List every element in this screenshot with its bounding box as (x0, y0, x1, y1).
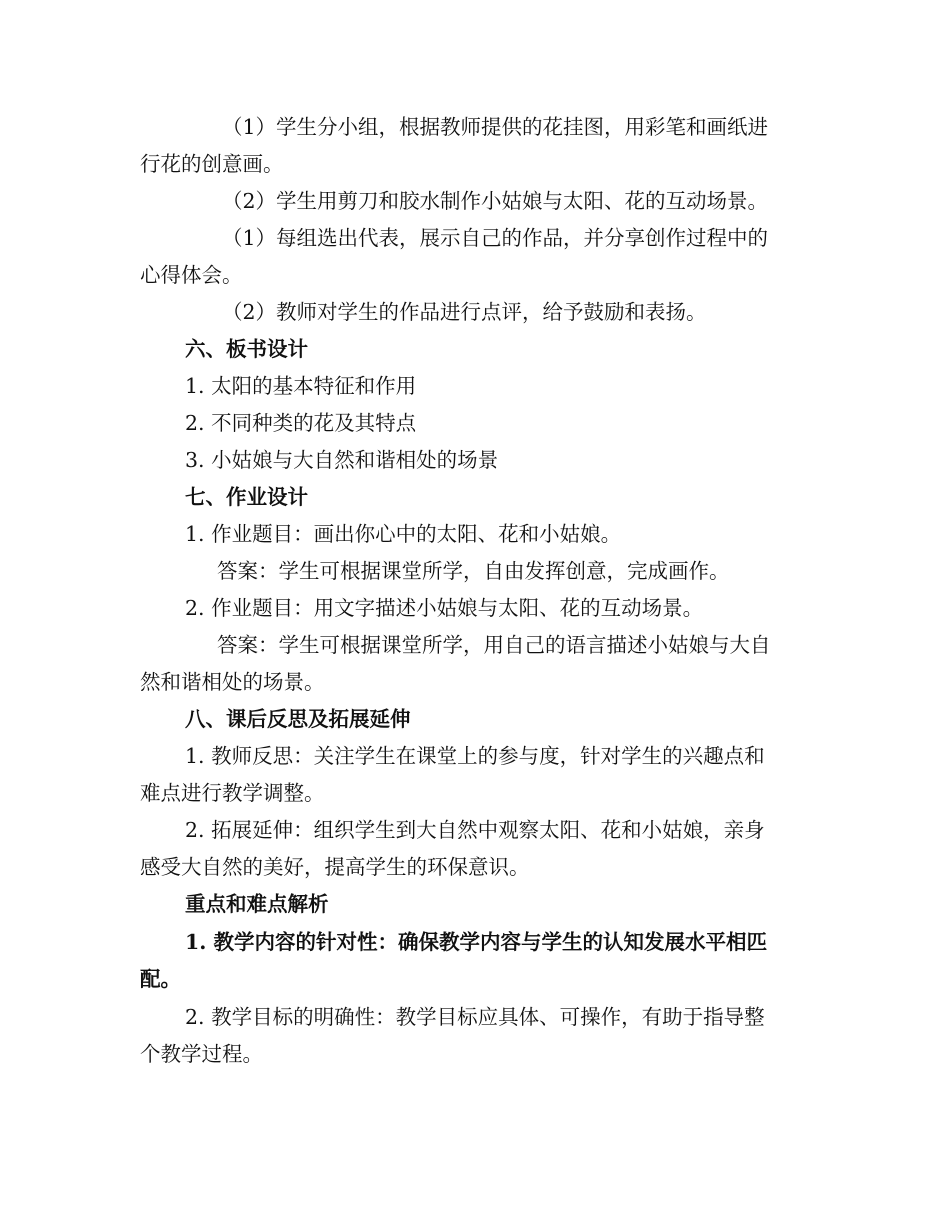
key-point-1-line-1: 1. 教学内容的针对性：确保教学内容与学生的认知发展水平相匹 (185, 930, 768, 954)
board-item-3: 3. 小姑娘与大自然和谐相处的场景 (185, 448, 499, 472)
key-point-1-line-2: 配。 (140, 967, 181, 991)
section-heading-homework: 七、作业设计 (185, 485, 308, 509)
homework-answer-1: 答案：学生可根据课堂所学，自由发挥创意，完成画作。 (217, 559, 730, 583)
homework-item-2: 2. 作业题目：用文字描述小姑娘与太阳、花的互动场景。 (185, 596, 704, 620)
board-item-1: 1. 太阳的基本特征和作用 (185, 374, 417, 398)
homework-item-1: 1. 作业题目：画出你心中的太阳、花和小姑娘。 (185, 522, 622, 546)
activity-step-2: （2）学生用剪刀和胶水制作小姑娘与太阳、花的互动场景。 (222, 189, 769, 213)
reflection-item-2-line-2: 感受大自然的美好，提高学生的环保意识。 (140, 855, 530, 879)
share-step-1-line-1: （1）每组选出代表，展示自己的作品，并分享创作过程中的 (222, 226, 769, 250)
reflection-item-2-line-1: 2. 拓展延伸：组织学生到大自然中观察太阳、花和小姑娘，亲身 (185, 818, 765, 842)
section-heading-board-design: 六、板书设计 (185, 337, 308, 361)
key-point-2-line-1: 2. 教学目标的明确性：教学目标应具体、可操作，有助于指导整 (185, 1005, 765, 1029)
share-step-2: （2）教师对学生的作品进行点评，给予鼓励和表扬。 (222, 300, 707, 324)
section-heading-reflection: 八、课后反思及拓展延伸 (185, 707, 411, 731)
section-heading-key-points: 重点和难点解析 (185, 892, 329, 916)
homework-answer-2-line-2: 然和谐相处的场景。 (140, 670, 325, 694)
homework-answer-2-line-1: 答案：学生可根据课堂所学，用自己的语言描述小姑娘与大自 (217, 633, 771, 657)
activity-step-1-line-1: （1）学生分小组，根据教师提供的花挂图，用彩笔和画纸进 (222, 115, 769, 139)
reflection-item-1-line-2: 难点进行教学调整。 (140, 781, 325, 805)
reflection-item-1-line-1: 1. 教师反思：关注学生在课堂上的参与度，针对学生的兴趣点和 (185, 744, 765, 768)
board-item-2: 2. 不同种类的花及其特点 (185, 411, 417, 435)
key-point-2-line-2: 个教学过程。 (140, 1042, 263, 1066)
share-step-1-line-2: 心得体会。 (140, 263, 243, 287)
activity-step-1-line-2: 行花的创意画。 (140, 152, 284, 176)
